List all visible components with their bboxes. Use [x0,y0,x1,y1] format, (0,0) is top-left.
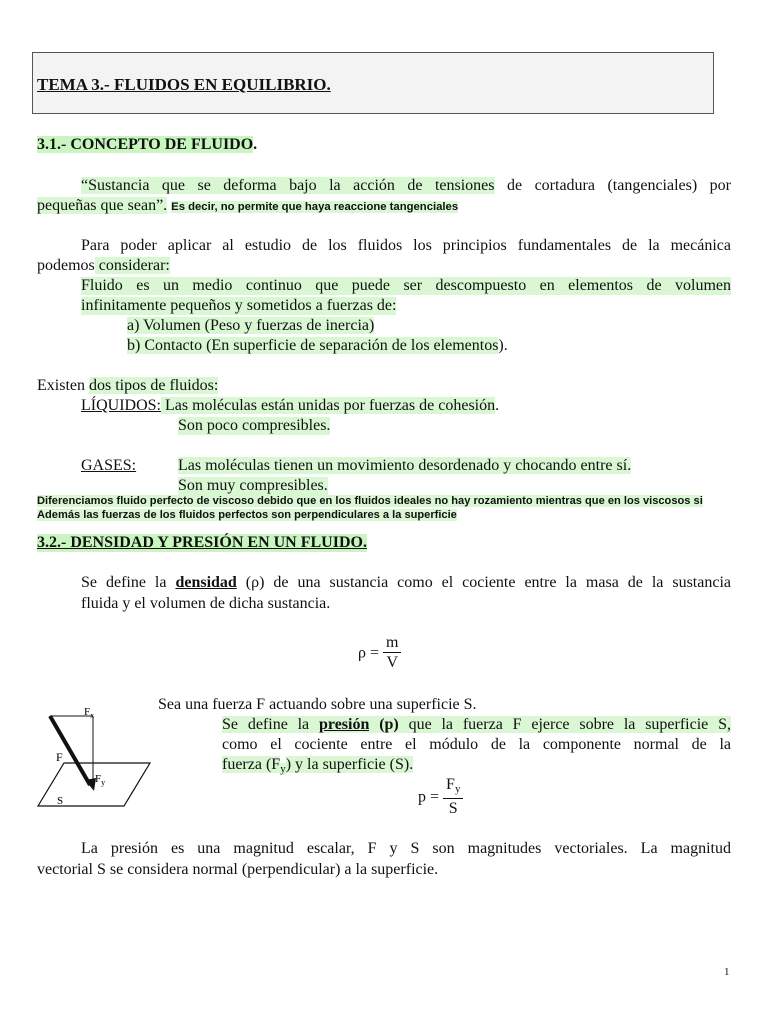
note-viscous: Diferenciamos fluido perfecto de viscoso debido que en los fluidos ideales no hay rozamiento mientras que en los viscosos si [37,495,703,507]
density-line-2: fluida y el volumen de dicha sustancia. [81,595,331,612]
p3-line-1: Fluido es un medio continuo que puede ser descompuesto en elementos de volumen [81,277,731,294]
p2-line-1: Para poder aplicar al estudio de los fluidos los principios fundamentales de la mecánica [81,237,731,254]
pressure-formula: p = $\frac{F_y}{S}$ [418,776,463,819]
gases-line-2: Son muy compresibles. [178,477,328,494]
pressure-line-2: como el cociente entre el módulo de la componente normal de la [222,736,731,753]
p3-line-2: infinitamente pequeños y sometidos a fuerzas de: [81,297,397,314]
p2-line-2: podemos considerar: [37,257,170,274]
liquids-line: LÍQUIDOS: Las moléculas están unidas por fuerzas de cohesión. [81,397,500,414]
gases-line: Las moléculas tienen un movimiento desordenado y chocando entre sí. [178,457,632,474]
final-line-1: La presión es una magnitud escalar, F y S son magnitudes vectoriales. La magnitud [81,840,731,857]
final-line-2: vectorial S se considera normal (perpendicular) a la superficie. [37,861,439,878]
label-f: F [56,750,63,764]
gases-label: GASES: [81,457,137,474]
item-b: b) Contacto (En superficie de separación de los elementos). [127,337,508,354]
page-number: 1 [724,966,730,978]
section-2-heading: 3.2.- DENSIDAD Y PRESIÓN EN UN FLUIDO. [37,534,367,551]
force-diagram [34,700,154,812]
quote-line-2: pequeñas que sean”. Es decir, no permite que haya reaccione tangenciales [37,197,459,214]
section-1-heading: 3.1.- CONCEPTO DE FLUIDO. [37,136,258,153]
pressure-line-1: Se define la presión (p) que la fuerza F ejerce sobre la superficie S, [222,716,731,733]
note-perpendicular: Además las fuerzas de los fluidos perfectos son perpendiculares a la superficie [37,509,457,521]
label-fy: $F_y$ [95,773,106,787]
pressure-line-3: fuerza $(F_y)$ y la superficie (S). [222,756,414,775]
item-a: a) Volumen (Peso y fuerzas de inercia) [127,317,375,334]
density-line-1: Se define la densidad (ρ) de una sustancia como el cociente entre la masa de la sustancia [81,574,731,591]
note-tangential: Es decir, no permite que haya reaccione tangenciales [171,201,459,213]
label-fx: $F_x$ [84,706,95,720]
label-s: S [57,795,64,807]
density-formula: ρ = $\frac{m}{V}$ [358,634,401,673]
types-line: Existen dos tipos de fluidos: [37,377,219,394]
liquids-line-2: Son poco compresibles. [178,417,331,434]
force-line: Sea una fuerza F actuando sobre una superficie S. [158,696,477,713]
page-title: TEMA 3.- FLUIDOS EN EQUILIBRIO. [37,75,331,94]
quote-line-1: “Sustancia que se deforma bajo la acción de tensiones de cortadura (tangenciales) por [81,177,732,194]
